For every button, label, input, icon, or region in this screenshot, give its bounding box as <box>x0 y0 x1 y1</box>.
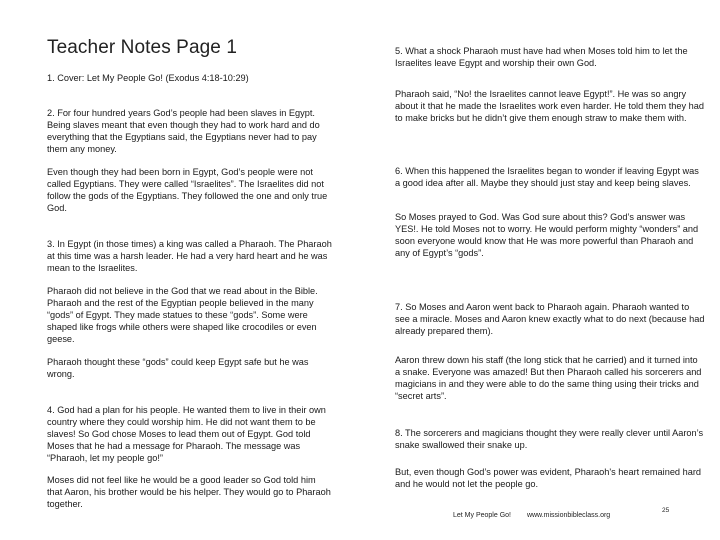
note-2-paragraph-israelites: Even though they had been born in Egypt, God’s people were not called Egyptians. They were called “Israelites”. The Israelites did not follow the gods of the Egyptians. They followed the one and only true God. <box>47 167 328 213</box>
note-5-paragraph: 5. What a shock Pharaoh must have had when Moses told him to let the Israelites leave Egypt and worship their own God. <box>395 46 688 68</box>
note-8-paragraph: 8. The sorcerers and magicians thought they were really clever until Aaron’s snake swallowed their snake up. <box>395 428 704 450</box>
note-5-paragraph-pharaoh: Pharaoh said, “No! the Israelites cannot leave Egypt!”. He was so angry about it that he made the Israelites work even harder. He told them they had to make bricks but he didn’t give them enough straw to make them with. <box>395 89 704 123</box>
page-title: Teacher Notes Page 1 <box>47 37 238 58</box>
note-6-paragraph: 6. When this happened the Israelites began to wonder if leaving Egypt was a good idea after all. Maybe they should just stay and keep being slaves. <box>395 166 699 188</box>
footer-series-title: Let My People Go! <box>453 512 511 519</box>
note-3-paragraph-wrong: Pharaoh thought these “gods” could keep Egypt safe but he was wrong. <box>47 357 309 379</box>
note-7-paragraph-staff: Aaron threw down his staff (the long stick that he carried) and it turned into a snake. Everyone was amazed! But then Pharaoh called his sorcerers and magicians in and they were able to do the same thing using their tricks and “secret arts”. <box>395 355 702 401</box>
note-4-paragraph: 4. God had a plan for his people. He wanted them to live in their own country where they could worship him. He did not want them to be slaves! So God chose Moses to lead them out of Egypt. God told Moses that he had a message for Pharaoh. The message was “Pharaoh, let my people go!” <box>47 405 326 463</box>
note-7-paragraph: 7. So Moses and Aaron went back to Pharaoh again. Pharaoh wanted to see a miracle. Moses and Aaron knew exactly what to do next (because had already prepared them). <box>395 302 705 336</box>
footer-website: www.missionbibleclass.org <box>526 512 611 519</box>
note-4-paragraph-aaron: Moses did not feel like he would be a good leader so God told him that Aaron, his brother would be his helper. They would go to Pharaoh together. <box>47 475 331 509</box>
note-8-paragraph-hard-heart: But, even though God’s power was evident, Pharaoh's heart remained hard and he would not let the people go. <box>395 467 701 489</box>
note-3-paragraph: 3. In Egypt (in those times) a king was called a Pharaoh. The Pharaoh at this time was a harsh leader. He had a very hard heart and he was mean to the Israelites. <box>47 239 332 273</box>
page-number: 25 <box>662 507 670 514</box>
note-3-paragraph-gods: Pharaoh did not believe in the God that we read about in the Bible. Pharaoh and the rest of the Egyptian people believed in the many “gods” of Egypt. They made statues to these “gods”. Some were shaped like frogs while others were shaped like crocodiles or even geese. <box>47 286 318 344</box>
page-footer <box>453 512 624 519</box>
note-2-paragraph: 2. For four hundred years God’s people had been slaves in Egypt. Being slaves meant that even though they had to work hard and do everything that the Egyptians said, the Egyptians never had to pay them any money. <box>47 108 320 154</box>
note-1-cover: 1. Cover: Let My People Go! (Exodus 4:18-10:29) <box>47 73 249 83</box>
note-6-paragraph-prayer: So Moses prayed to God. Was God sure about this? God’s answer was YES!. He told Moses not to worry. He would perform mighty “wonders” and soon everyone would know that He was more powerful than Pharaoh and any of Egypt’s “gods”. <box>395 212 699 258</box>
